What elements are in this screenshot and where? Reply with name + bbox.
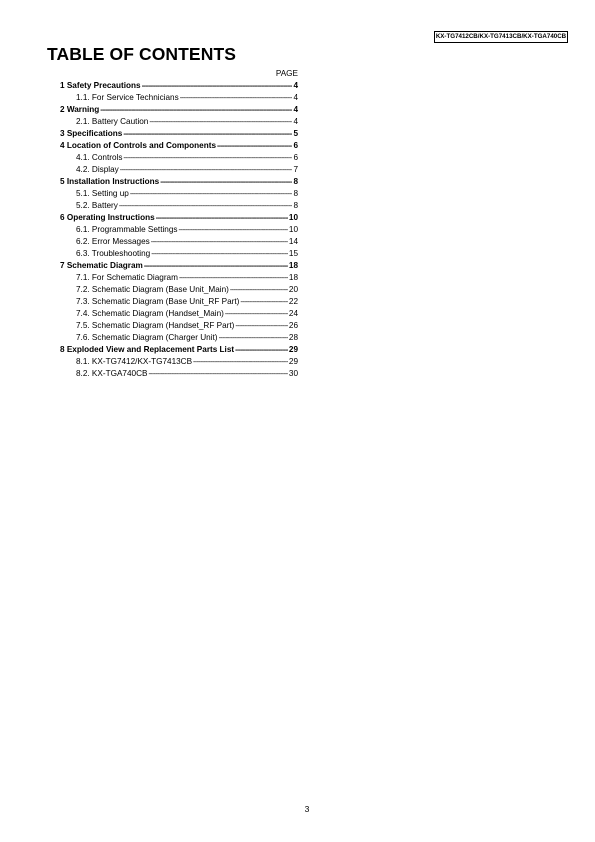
table-of-contents (60, 68, 298, 380)
toc-entry-label: 7.1. For Schematic Diagram (76, 273, 178, 282)
toc-subsection-entry[interactable] (60, 164, 298, 176)
toc-entry-label: 8.1. KX-TG7412/KX-TG7413CB (76, 357, 193, 366)
toc-entry-label: 7.5. Schematic Diagram (Handset_RF Part) (76, 321, 235, 330)
toc-subsection-entry[interactable] (60, 284, 298, 296)
toc-entry-label: 6.3. Troubleshooting (76, 249, 151, 258)
toc-subsection-entry[interactable] (60, 116, 298, 128)
page-number: 3 (304, 804, 310, 814)
dot-leader (123, 153, 292, 165)
toc-section-entry[interactable] (60, 176, 298, 188)
toc-section-entry[interactable] (60, 80, 298, 92)
dot-leader (235, 321, 288, 333)
toc-entry-page: 10 (288, 213, 298, 222)
toc-entry-page: 24 (288, 309, 298, 318)
toc-entry-page: 4 (293, 93, 298, 102)
toc-subsection-entry[interactable] (60, 332, 298, 344)
toc-section-entry[interactable] (60, 140, 298, 152)
toc-subsection-entry[interactable] (60, 272, 298, 284)
toc-entry-label: 3 Specifications (60, 129, 123, 138)
toc-entry-label: 8 Exploded View and Replacement Parts List (60, 345, 235, 354)
toc-subsection-entry[interactable] (60, 92, 298, 104)
toc-entry-page: 5 (293, 129, 298, 138)
toc-entry-page: 10 (288, 225, 298, 234)
toc-entry-page: 6 (293, 153, 298, 162)
toc-entry-page: 26 (288, 321, 298, 330)
dot-leader (151, 237, 288, 249)
toc-entry-label: 7 Schematic Diagram (60, 261, 143, 270)
dot-leader (160, 177, 292, 189)
toc-entry-page: 29 (288, 345, 298, 354)
toc-entry-page: 8 (293, 201, 298, 210)
toc-subsection-entry[interactable] (60, 224, 298, 236)
toc-entry-label: 4 Location of Controls and Components (60, 141, 217, 150)
toc-subsection-entry[interactable] (60, 236, 298, 248)
toc-entry-label: 2.1. Battery Caution (76, 117, 149, 126)
toc-subsection-entry[interactable] (60, 296, 298, 308)
toc-subsection-entry[interactable] (60, 356, 298, 368)
toc-entry-page: 4 (293, 117, 298, 126)
toc-entry-label: 4.1. Controls (76, 153, 123, 162)
toc-entry-label: 7.4. Schematic Diagram (Handset_Main) (76, 309, 224, 318)
toc-entry-label: 7.6. Schematic Diagram (Charger Unit) (76, 333, 218, 342)
toc-entry-label: 4.2. Display (76, 165, 119, 174)
dot-leader (178, 225, 287, 237)
toc-section-entry[interactable] (60, 344, 298, 356)
toc-entry-page: 18 (288, 261, 298, 270)
toc-entry-page: 30 (288, 369, 298, 378)
toc-entry-page: 8 (293, 189, 298, 198)
toc-entry-page: 29 (288, 357, 298, 366)
toc-entry-page: 18 (288, 273, 298, 282)
dot-leader (235, 345, 288, 357)
toc-section-entry[interactable] (60, 128, 298, 140)
toc-entry-page: 28 (288, 333, 298, 342)
dot-leader (193, 357, 288, 369)
toc-entry-label: 6.1. Programmable Settings (76, 225, 178, 234)
toc-entry-page: 6 (293, 141, 298, 150)
toc-section-entry[interactable] (60, 260, 298, 272)
toc-entry-label: 7.2. Schematic Diagram (Base Unit_Main) (76, 285, 229, 294)
toc-entry-label: 5 Installation Instructions (60, 177, 160, 186)
dot-leader (180, 93, 293, 105)
toc-entry-label: 8.2. KX-TGA740CB (76, 369, 148, 378)
toc-subsection-entry[interactable] (60, 308, 298, 320)
toc-entry-list (60, 80, 298, 380)
page-title: TABLE OF CONTENTS (47, 44, 237, 64)
toc-entry-page: 4 (293, 81, 298, 90)
page-column-header: PAGE (275, 69, 298, 78)
toc-entry-page: 22 (288, 297, 298, 306)
dot-leader (151, 249, 288, 261)
toc-entry-page: 15 (288, 249, 298, 258)
toc-subsection-entry[interactable] (60, 188, 298, 200)
toc-entry-page: 14 (288, 237, 298, 246)
toc-entry-label: 2 Warning (60, 105, 100, 114)
toc-section-entry[interactable] (60, 104, 298, 116)
toc-subsection-entry[interactable] (60, 368, 298, 380)
model-number-header: KX-TG7412CB/KX-TG7413CB/KX-TGA740CB (434, 31, 568, 43)
toc-section-entry[interactable] (60, 212, 298, 224)
toc-entry-page: 20 (288, 285, 298, 294)
toc-entry-page: 8 (293, 177, 298, 186)
dot-leader (217, 141, 292, 153)
toc-entry-label: 1.1. For Service Technicians (76, 93, 179, 102)
toc-subsection-entry[interactable] (60, 320, 298, 332)
toc-entry-label: 6 Operating Instructions (60, 213, 155, 222)
toc-entry-label: 5.1. Setting up (76, 189, 129, 198)
dot-leader (130, 189, 293, 201)
toc-entry-label: 1 Safety Precautions (60, 81, 141, 90)
dot-leader (240, 297, 288, 309)
dot-leader (149, 117, 292, 129)
toc-entry-page: 7 (293, 165, 298, 174)
toc-entry-label: 7.3. Schematic Diagram (Base Unit_RF Part) (76, 297, 240, 306)
toc-entry-page: 4 (293, 105, 298, 114)
toc-subsection-entry[interactable] (60, 248, 298, 260)
toc-subsection-entry[interactable] (60, 200, 298, 212)
toc-entry-label: 6.2. Error Messages (76, 237, 150, 246)
toc-subsection-entry[interactable] (60, 152, 298, 164)
dot-leader (148, 369, 287, 381)
toc-entry-label: 5.2. Battery (76, 201, 118, 210)
